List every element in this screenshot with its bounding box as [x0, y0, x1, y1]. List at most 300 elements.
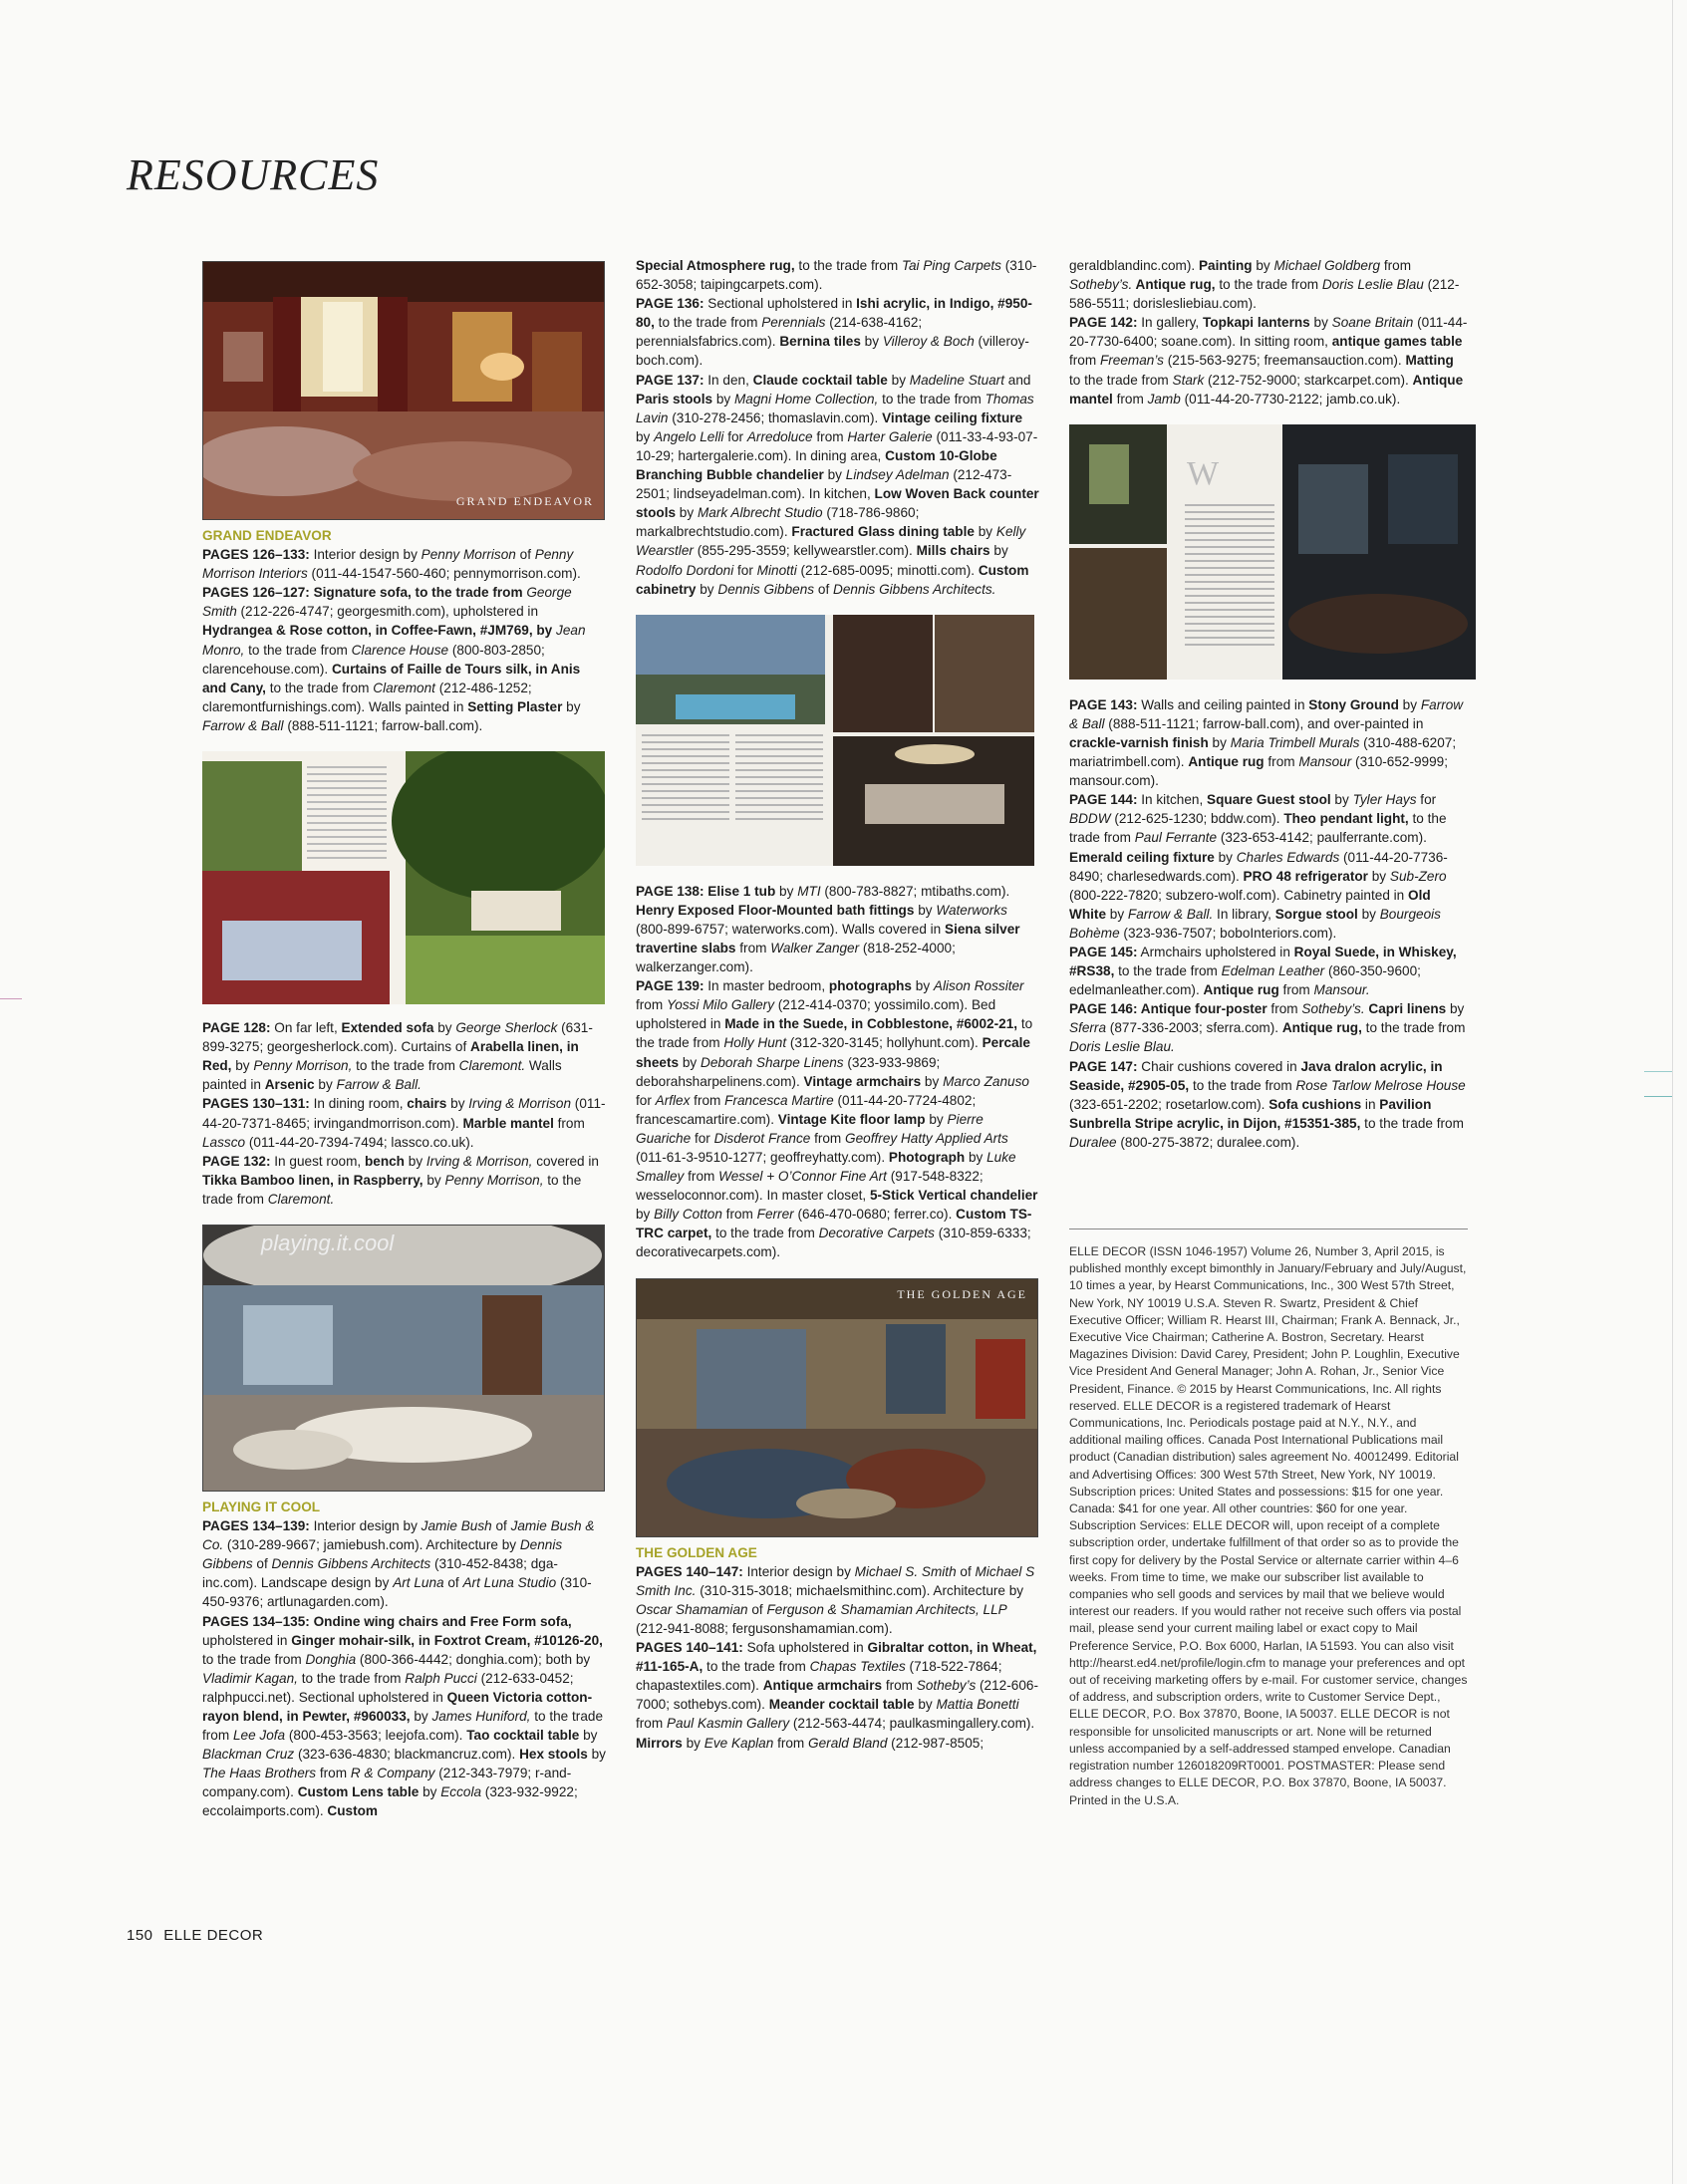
text-run: George Smith: [202, 585, 572, 620]
paragraph: [636, 256, 1039, 294]
text-run: 5-Stick Vertical chandelier: [869, 1188, 1038, 1204]
paragraph: [1069, 1057, 1468, 1152]
text-run: Painting: [1198, 258, 1253, 273]
text-run: Magni Home Collection,: [733, 391, 879, 407]
paragraph: [202, 1612, 608, 1821]
text-run: (800-803-2850; clarencehouse.com).: [202, 642, 545, 677]
text-run: Mansour: [1298, 754, 1352, 770]
section-head-grand-endeavor: GRAND ENDEAVOR: [202, 528, 332, 543]
text-run: by: [914, 1697, 937, 1713]
text-run: Meander cocktail table: [768, 1697, 915, 1713]
text-run: Ferguson & Shamamian Architects, LLP: [766, 1601, 1007, 1617]
text-run: to the trade from: [352, 1058, 459, 1074]
text-run: (011-44-20-7724-4802; francescamartire.com).: [636, 1092, 977, 1127]
text-run: (212-606-7000; sothebys.com).: [636, 1678, 1038, 1713]
text-run: of: [814, 581, 833, 597]
margin-mark: [0, 998, 22, 999]
text-run: Walls painted in: [202, 1058, 562, 1093]
text-run: (310-450-9376; artlunagarden.com).: [202, 1575, 592, 1610]
text-run: Sectional upholstered in: [703, 296, 857, 312]
text-run: Interior design by: [309, 547, 422, 563]
paragraph: [202, 1516, 608, 1611]
text-run: by: [1398, 696, 1421, 712]
text-run: Square Guest stool: [1207, 792, 1331, 808]
text-run: from: [1278, 982, 1314, 998]
text-run: PAGES 130–131:: [202, 1096, 310, 1112]
text-run: by: [1357, 906, 1380, 922]
text-run: (888-511-1121; farrow-ball.com), and over-painted in: [1104, 715, 1424, 731]
text-run: geraldblandinc.com).: [1069, 258, 1199, 273]
text-run: from: [316, 1766, 351, 1781]
text-run: from: [1069, 353, 1100, 369]
text-run: (310-315-3018; michaelsmithinc.com). Architecture by: [696, 1582, 1024, 1598]
page-title: RESOURCES: [127, 150, 380, 199]
text-run: from: [735, 940, 771, 956]
text-run: bench: [364, 1153, 405, 1169]
text-run: of: [491, 1518, 511, 1534]
text-run: (212-685-0095; minotti.com).: [796, 562, 979, 578]
text-run: Walls and ceiling painted in: [1137, 696, 1309, 712]
text-run: (212-226-4747; georgesmith.com), upholstered in: [236, 604, 539, 620]
text-run: by: [914, 902, 937, 918]
text-run: (631-899-3275; georgesherlock.com). Curtains of: [202, 1020, 593, 1055]
text-run: to the trade from: [265, 680, 374, 695]
text-run: Chair cushions covered in: [1137, 1058, 1301, 1074]
text-run: PAGE 146:: [1069, 1001, 1138, 1017]
text-run: by: [921, 1073, 944, 1089]
magazine-name: ELLE DECOR: [163, 1927, 264, 1944]
text-run: Art Luna: [393, 1575, 444, 1591]
text-run: for: [723, 428, 747, 444]
text-run: by: [823, 467, 846, 483]
text-run: Elise 1 tub: [703, 883, 776, 899]
text-run: (646-470-0680; ferrer.co).: [793, 1207, 957, 1223]
text-run: (310-289-9667; jamiebush.com). Architecture by: [223, 1537, 520, 1553]
text-run: Vintage ceiling fixture: [882, 410, 1023, 425]
text-run: Deborah Sharpe Linens: [701, 1054, 844, 1070]
text-run: Penny Morrison: [421, 547, 516, 563]
text-run: PAGES 140–147:: [636, 1563, 743, 1579]
text-run: (323-653-4142; paulferrante.com).: [1217, 830, 1427, 846]
text-run: (212-343-7979; r-and-company.com).: [202, 1766, 572, 1800]
text-run: chairs: [407, 1096, 447, 1112]
text-run: Hex stools: [519, 1747, 588, 1763]
text-run: (323-932-9922; eccolaimports.com).: [202, 1784, 578, 1819]
text-run: (212-987-8505;: [887, 1735, 984, 1751]
text-run: (011-44-20-7736-8490; charlesedwards.com).: [1069, 849, 1448, 884]
text-run: from: [1112, 391, 1148, 407]
text-run: Oscar Shamamian: [636, 1601, 748, 1617]
column-1: [202, 261, 608, 1821]
text-run: Arflex: [655, 1092, 691, 1108]
text-run: to the trade from: [878, 391, 985, 407]
text-run: Java dralon acrylic, in Seaside, #2905-05,: [1069, 1058, 1443, 1093]
text-run: by: [1446, 1001, 1465, 1017]
colophon: ELLE DECOR (ISSN 1046-1957) Volume 26, Number 3, April 2015, is published monthly except bimonthly in January/February and July/August, 10 times a year, by Hearst Communications, Inc., 300 West 57th Street, New York, NY 10019 U.S.A. Steven R. Swartz, President & Chief Executive Officer; William R. Hearst III, Chairman; Frank A. Bennack, Jr., Executive Vice Chairman; Catherine A. Bostron, Secretary. Hearst Magazines Division: David Carey, President; John P. Loughlin, Executive Vice President And General Manager; John A. Rohan, Jr., Senior Vice President, Finance. © 2015 by Hearst Communications, Inc. All rights reserved. ELLE DECOR is a registered trademark of Hearst Communications, Inc. Periodicals postage paid at N.Y., N.Y., and additional mailing offices. Canada Post International Publications mail product (Canadian distribution) sales agreement No. 40012499. Editorial and Advertising Offices: 300 West 57th Street, New York, NY 10019. Subscription prices: United States and possessions: $15 for one year. Canada: $41 for one year. All other countries: $60 for one year. Subscription Services: ELLE DECOR will, upon receipt of a complete subscription order, undertake fulfillment of that order so as to provide the first copy for delivery by the Postal Service or alternate carrier within 4–6 weeks. From time to time, we make our subscriber list available to companies who sell goods and services by mail that we believe would interest our readers. If you would rather not receive such offers via postal mail, please send your current mailing label or exact copy to Mail Preference Service, P.O. Box 6000, Harlan, IA 51593. You can also visit http://hearst.ed4.net/profile/login.cfm to manage your preferences and opt out of receiving marketing offers by e-mail. For customer service, changes of address, and subscription orders, write to Customer Service Dept., ELLE DECOR, P.O. Box 37870, Boone, IA 50037. ELLE DECOR is not responsible for unsolicited manuscripts or art. None will be returned unless accompanied by a self-addressed stamped envelope. Canadian registration number 126018209RT0001. POSTMASTER: Please send address changes to ELLE DECOR, P.O. Box 37870, Boone, IA 50037. Printed in the U.S.A.: [1069, 1244, 1468, 1807]
text-run: Thomas Lavin: [636, 391, 1034, 425]
text-run: by: [679, 1054, 701, 1070]
text-run: Edelman Leather: [1221, 963, 1325, 979]
text-run: (800-275-3872; duralee.com).: [1116, 1134, 1300, 1150]
text-run: BDDW: [1069, 811, 1111, 827]
text-run: Photograph: [888, 1150, 966, 1165]
text-run: Penny Morrison,: [444, 1172, 544, 1188]
text-run: Disderot France: [713, 1130, 811, 1146]
text-run: Sotheby’s.: [1069, 277, 1133, 293]
text-run: Walker Zanger: [770, 940, 860, 956]
text-run: (310-278-2456; thomaslavin.com).: [668, 410, 883, 425]
text-run: Claremont: [373, 680, 435, 695]
text-run: by: [636, 428, 655, 444]
text-run: Soane Britain: [1331, 315, 1414, 331]
text-run: Freeman’s: [1099, 353, 1164, 369]
text-run: PAGE 137:: [636, 372, 704, 388]
text-run: from: [1266, 1001, 1302, 1017]
text-run: to the trade from: [1215, 277, 1322, 293]
text-run: from: [636, 1716, 667, 1732]
text-run: Lassco: [202, 1134, 246, 1150]
margin-mark: [1644, 1071, 1672, 1072]
text-run: Irving & Morrison,: [425, 1153, 533, 1169]
text-run: by: [1330, 792, 1353, 808]
photo-spread-142: [1069, 424, 1476, 680]
text-run: Maria Trimbell Murals: [1230, 734, 1360, 750]
text-run: Custom cabinetry: [636, 562, 1029, 597]
text-run: In guest room,: [270, 1153, 365, 1169]
text-run: (718-522-7864; chapastextiles.com).: [636, 1659, 1002, 1694]
photo-grand-endeavor: [202, 261, 605, 520]
text-run: (212-941-8088; fergusonshamamian.com).: [636, 1620, 893, 1636]
text-run: In master bedroom,: [703, 978, 829, 994]
text-run: to the trade from: [703, 1659, 810, 1675]
text-run: (800-366-4442; donghia.com); both by: [356, 1651, 591, 1667]
spread-photo: [202, 751, 605, 1004]
text-run: (212-625-1230; bddw.com).: [1110, 811, 1284, 827]
text-run: (323-933-9869; deborahsharpelinens.com).: [636, 1054, 941, 1089]
text-run: in: [1361, 1096, 1380, 1112]
text-run: Made in the Suede, in Cobblestone, #6002-21,: [724, 1016, 1018, 1032]
dropcap: W: [1187, 454, 1220, 492]
text-run: (800-453-3563; leejofa.com).: [285, 1728, 467, 1744]
section-head-playing-it-cool: PLAYING IT COOL: [202, 1499, 321, 1514]
text-run: Decorative Carpets: [818, 1226, 935, 1241]
text-run: to the trade from: [1114, 963, 1222, 979]
text-run: (800-783-8827; mtibaths.com).: [820, 883, 1010, 899]
text-run: PRO 48 refrigerator: [1243, 868, 1368, 884]
text-run: from: [684, 1169, 719, 1185]
text-run: Michael Goldberg: [1273, 258, 1381, 273]
text-run: from: [636, 997, 667, 1013]
text-run: (310-488-6207; mariatrimbell.com).: [1069, 734, 1457, 770]
text-run: by: [989, 543, 1008, 559]
text-run: PAGES 126–127:: [202, 585, 310, 601]
text-run: PAGE 128:: [202, 1020, 271, 1036]
photo-the-golden-age: [636, 1278, 1038, 1537]
text-run: of: [747, 1601, 767, 1617]
text-run: Mirrors: [636, 1735, 683, 1751]
text-run: (011-44-20-7730-2122; jamb.co.uk).: [1180, 391, 1401, 407]
text-run: Claremont.: [267, 1191, 335, 1207]
text-run: Penny Morrison Interiors: [202, 547, 574, 582]
text-run: of: [956, 1563, 976, 1579]
text-run: photographs: [828, 978, 912, 994]
text-run: Sofa upholstered in: [742, 1640, 868, 1656]
text-run: (212-473-2501; lindseyadelman.com). In kitchen,: [636, 467, 1012, 502]
text-run: Vintage Kite floor lamp: [777, 1111, 926, 1127]
text-run: (800-222-7820; subzero-wolf.com). Cabinetry painted in: [1069, 887, 1409, 903]
text-run: by: [925, 1111, 948, 1127]
text-run: Custom: [327, 1803, 379, 1819]
text-run: Antique rug,: [1132, 277, 1216, 293]
text-run: PAGE 138:: [636, 883, 704, 899]
text-run: Tyler Hays: [1352, 792, 1417, 808]
text-run: PAGE 136:: [636, 296, 704, 312]
paragraph: [636, 1562, 1039, 1638]
text-run: Paris stools: [636, 391, 713, 407]
text-run: by: [860, 334, 883, 350]
text-run: In kitchen,: [1137, 792, 1208, 808]
text-run: Lindsey Adelman: [845, 467, 950, 483]
paragraph: [1069, 256, 1468, 313]
text-run: (310-859-6333; decorativecarpets.com).: [636, 1226, 1031, 1260]
text-run: (011-61-3-9510-1277; geoffreyhatty.com).: [636, 1150, 889, 1165]
text-run: (214-638-4162; perennialsfabrics.com).: [636, 315, 923, 350]
text-run: Sotheby’s: [916, 1678, 977, 1694]
text-run: by: [446, 1096, 469, 1112]
text-run: Mills chairs: [916, 543, 990, 559]
text-run: for: [1416, 792, 1437, 808]
text-run: by: [1214, 849, 1237, 865]
text-run: (310-652-9999; mansour.com).: [1069, 754, 1449, 789]
text-run: of: [443, 1575, 463, 1591]
text-run: for: [691, 1130, 714, 1146]
text-run: Rose Tarlow Melrose House: [1295, 1077, 1466, 1093]
text-run: PAGE 132:: [202, 1153, 271, 1169]
text-run: PAGE 139:: [636, 978, 704, 994]
text-run: The Haas Brothers: [202, 1766, 317, 1781]
text-run: to the trade from: [636, 1016, 1033, 1051]
text-run: Custom Lens table: [297, 1784, 420, 1800]
text-run: (323-636-4830; blackmancruz.com).: [294, 1747, 520, 1763]
text-run: Luke Smalley: [636, 1150, 1016, 1185]
text-run: Interior design by: [309, 1518, 422, 1534]
text-run: Minotti: [756, 562, 797, 578]
text-run: R & Company: [350, 1766, 435, 1781]
text-run: Donghia: [305, 1651, 357, 1667]
room-photo: [203, 1226, 605, 1492]
text-run: (villeroy-boch.com).: [636, 334, 1029, 369]
text-run: Tai Ping Carpets: [901, 258, 1001, 273]
paragraph: [202, 583, 608, 735]
text-run: to the trade from: [1360, 1115, 1464, 1131]
text-run: from: [882, 1678, 917, 1694]
photo-spread-128: [202, 751, 605, 1004]
text-run: (312-320-3145; hollyhunt.com).: [786, 1035, 983, 1051]
text-run: Theo pendant light,: [1283, 811, 1409, 827]
text-run: by: [712, 391, 734, 407]
text-run: by: [1208, 734, 1231, 750]
text-run: (212-563-4474; paulkasmingallery.com).: [789, 1716, 1035, 1732]
text-run: Farrow & Ball: [202, 717, 284, 733]
text-run: by: [1367, 868, 1390, 884]
text-run: from: [810, 1130, 846, 1146]
text-run: (917-548-8322; wesseloconnor.com). In master closet,: [636, 1169, 984, 1204]
text-run: by: [887, 372, 910, 388]
text-run: On far left,: [270, 1020, 342, 1036]
text-run: to the trade from: [711, 1226, 819, 1241]
paragraph: [636, 294, 1039, 370]
text-run: Rodolfo Dordoni: [636, 562, 734, 578]
text-run: of: [515, 547, 535, 563]
text-run: antique games table: [1331, 334, 1463, 350]
divider: [1069, 1228, 1468, 1229]
text-run: Blackman Cruz: [202, 1747, 295, 1763]
text-run: by: [676, 505, 698, 521]
text-run: by: [410, 1709, 432, 1724]
column-3: [1069, 256, 1468, 1152]
text-run: Stony Ground: [1308, 696, 1399, 712]
text-run: Interior design by: [742, 1563, 855, 1579]
text-run: Perennials: [761, 315, 826, 331]
text-run: George Sherlock: [455, 1020, 558, 1036]
text-run: Dennis Gibbens Architects: [271, 1556, 431, 1572]
text-run: PAGES 126–133:: [202, 547, 310, 563]
text-run: PAGE 144:: [1069, 792, 1138, 808]
text-run: by: [231, 1058, 254, 1074]
text-run: crackle-varnish finish: [1069, 734, 1209, 750]
text-run: Matting: [1405, 353, 1454, 369]
text-run: Ondine wing chairs and Free Form sofa,: [309, 1613, 572, 1629]
text-run: (011-44-20-7394-7494; lassco.co.uk).: [245, 1134, 474, 1150]
text-run: Curtains of Faille de Tours silk, in Anis and Cany,: [202, 661, 581, 695]
text-run: by: [1252, 258, 1274, 273]
room-photo: [203, 262, 605, 520]
text-run: (212-752-9000; starkcarpet.com).: [1204, 372, 1413, 388]
paragraph: [636, 1638, 1039, 1753]
text-run: Villeroy & Boch: [882, 334, 975, 350]
text-run: Dennis Gibbens: [717, 581, 815, 597]
text-run: (011-44-20-7371-8465; irvingandmorrison.com).: [202, 1096, 606, 1131]
text-run: Art Luna Studio: [462, 1575, 557, 1591]
text-run: Michael S. Smith: [854, 1563, 957, 1579]
text-run: Old White: [1069, 887, 1431, 922]
text-run: Charles Edwards: [1236, 849, 1340, 865]
text-run: In gallery,: [1137, 315, 1203, 331]
text-run: Topkapi lanterns: [1202, 315, 1310, 331]
text-run: to the trade from: [1069, 372, 1173, 388]
text-run: Harter Galerie: [847, 428, 933, 444]
text-run: Mattia Bonetti: [936, 1697, 1019, 1713]
paragraph: [1069, 790, 1468, 943]
text-run: (323-651-2202; rosetarlow.com).: [1069, 1096, 1269, 1112]
column-2: [636, 256, 1039, 1753]
text-run: Marco Zanuso: [943, 1073, 1029, 1089]
text-run: of: [252, 1556, 272, 1572]
page-number: 150: [127, 1927, 153, 1944]
text-run: Capri linens: [1364, 1001, 1447, 1017]
text-run: PAGES 134–135:: [202, 1613, 310, 1629]
text-run: Geoffrey Hatty Applied Arts: [845, 1130, 1008, 1146]
text-run: (011-33-4-93-07-10-29; hartergalerie.com). In dining area,: [636, 428, 1038, 463]
text-run: Sotheby’s.: [1301, 1001, 1365, 1017]
text-run: Francesca Martire: [724, 1092, 834, 1108]
section-head-the-golden-age: THE GOLDEN AGE: [636, 1544, 757, 1560]
text-run: Pierre Guariche: [636, 1111, 984, 1146]
text-run: Alison Rossiter: [933, 978, 1024, 994]
text-run: Farrow & Ball.: [1127, 906, 1214, 922]
text-run: Gerald Bland: [808, 1735, 888, 1751]
text-run: Claude cocktail table: [752, 372, 888, 388]
paragraph: [202, 1094, 608, 1151]
text-run: Farrow & Ball: [1069, 696, 1464, 731]
text-run: by: [775, 883, 798, 899]
paragraph: [202, 1018, 608, 1094]
text-run: PAGE 142:: [1069, 315, 1138, 331]
text-run: Signature sofa, to the trade from: [309, 585, 527, 601]
text-run: for: [636, 1092, 656, 1108]
text-run: by: [314, 1077, 337, 1093]
text-run: Lee Jofa: [232, 1728, 286, 1744]
text-run: (860-350-9600; edelmanleather.com).: [1069, 963, 1421, 998]
text-run: (818-252-4000; walkerzanger.com).: [636, 940, 956, 975]
text-run: to the trade from: [244, 642, 352, 658]
text-run: Tao cocktail table: [466, 1728, 580, 1744]
text-run: Fractured Glass dining table: [791, 524, 975, 540]
text-run: Jamb: [1147, 391, 1181, 407]
text-run: Ginger mohair-silk, in Foxtrot Cream, #10126-20,: [291, 1632, 603, 1648]
text-run: from: [690, 1092, 725, 1108]
text-run: Jean Monro,: [202, 623, 586, 658]
text-run: Arabella linen, in Red,: [202, 1039, 579, 1074]
text-run: by: [1309, 315, 1332, 331]
text-run: Penny Morrison,: [253, 1058, 353, 1074]
text-run: (310-452-8438; dga-inc.com). Landscape design by: [202, 1556, 558, 1591]
photo-caption: THE GOLDEN AGE: [897, 1286, 1027, 1301]
text-run: (718-786-9860; markalbrechtstudio.com).: [636, 505, 920, 540]
photo-caption: playing.it.cool: [261, 1229, 395, 1255]
text-run: Henry Exposed Floor-Mounted bath fittings: [636, 902, 915, 918]
text-run: PAGE 147:: [1069, 1058, 1138, 1074]
spread-photo: [636, 615, 1034, 866]
text-run: Irving & Morrison: [468, 1096, 572, 1112]
text-run: Clarence House: [351, 642, 449, 658]
text-run: (877-336-2003; sferra.com).: [1106, 1020, 1282, 1036]
text-run: (011-44-1547-560-460; pennymorrison.com).: [307, 566, 581, 582]
text-run: to the trade from: [794, 258, 902, 273]
text-run: to the trade from: [1069, 811, 1447, 846]
text-run: by: [422, 1172, 445, 1188]
text-run: Gibraltar cotton, in Wheat, #11-165-A,: [636, 1640, 1037, 1675]
paragraph: [1069, 943, 1468, 999]
text-run: by: [404, 1153, 426, 1169]
text-run: to the trade from: [654, 315, 762, 331]
text-run: Mark Albrecht Studio: [697, 505, 823, 521]
text-run: Dennis Gibbens Architects.: [833, 581, 996, 597]
paragraph: [1069, 313, 1468, 408]
folio: [127, 1927, 263, 1944]
text-run: Antique rug,: [1281, 1020, 1362, 1036]
text-run: Sofa cushions: [1268, 1096, 1362, 1112]
text-run: Duralee: [1069, 1134, 1117, 1150]
text-run: Emerald ceiling fixture: [1069, 849, 1215, 865]
text-run: Marble mantel: [462, 1115, 554, 1131]
text-run: to the trade from: [202, 1172, 582, 1207]
text-run: Michael S Smith Inc.: [636, 1563, 1035, 1598]
text-run: PAGE 145:: [1069, 944, 1138, 959]
paragraph: [636, 882, 1039, 976]
text-run: Ralph Pucci: [405, 1670, 477, 1686]
text-run: Kelly Wearstler: [636, 524, 1026, 559]
